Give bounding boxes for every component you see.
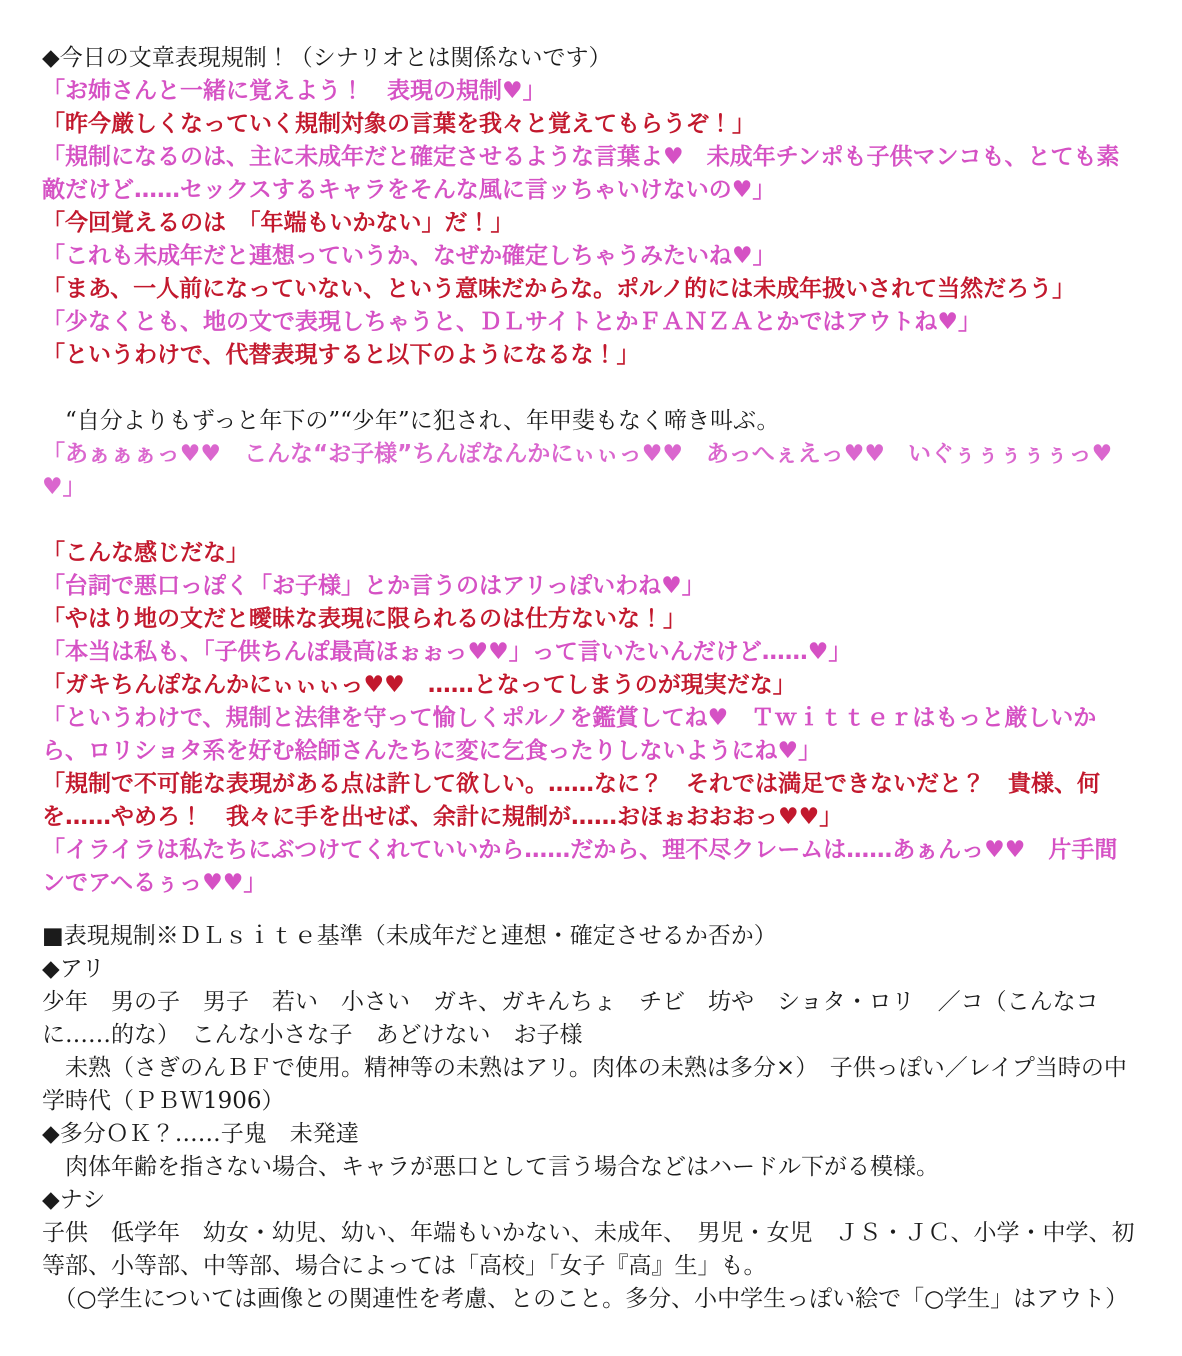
paragraph-line — [42, 504, 1138, 537]
paragraph-line: 少年 男の子 男子 若い 小さい ガキ、ガキんちょ チビ 坊や ショタ・ロリ ／コ（こんなコに……的な） こんな小さな子 あどけない お子様 — [42, 989, 1099, 1048]
paragraph-line: 未熟（さぎのんＢＦで使用。精神等の未熟はアリ。肉体の未熟は多分×） 子供っぽい／レイプ当時の中学時代（ＰＢＷ1906） — [42, 1055, 1127, 1114]
paragraph-line: 肉体年齢を指さない場合、キャラが悪口として言う場合などはハードル下がる模様。 — [42, 1154, 939, 1180]
paragraph-line — [42, 372, 1138, 405]
paragraph-line: ◆多分ＯＫ？……子鬼 未発達 — [42, 1121, 359, 1147]
paragraph-line: ◆今日の文章表現規制！（シナリオとは関係ないです） — [42, 45, 612, 71]
paragraph-line: 「台詞で悪口っぽく「お子様」とか言うのはアリっぽいわね♥」 — [42, 573, 705, 599]
paragraph-line: 「ガキちんぽなんかにぃぃぃっ♥♥ ……となってしまうのが現実だな」 — [42, 672, 796, 698]
paragraph-line: 「まあ、一人前になっていない、という意味だからな。ポルノ的には未成年扱いされて当然だろう」 — [42, 276, 1076, 302]
paragraph-line: （○学生については画像との関連性を考慮、とのこと。多分、小中学生っぽい絵で「○学生」はアウト） — [42, 1286, 1129, 1312]
paragraph-line: “自分よりもずっと年下の”“少年”に犯され、年甲斐もなく啼き叫ぶ。 — [42, 408, 780, 434]
paragraph-line: ◆ナシ — [42, 1187, 106, 1213]
paragraph-line: 「規制で不可能な表現がある点は許して欲しい。……なに？ それでは満足できないだと？ 貴様、何を……やめろ！ 我々に手を出せば、余計に規制が……おほぉおおおっ♥♥」 — [42, 771, 1100, 830]
paragraph-line: 「本当は私も、「子供ちんぽ最高ほぉぉっ♥♥」って言いたいんだけど……♥」 — [42, 639, 852, 665]
paragraph-line: 「これも未成年だと連想っていうか、なぜか確定しちゃうみたいね♥」 — [42, 243, 776, 269]
paragraph-line: 「こんな感じだな」 — [42, 540, 249, 566]
paragraph-line: 「やはり地の文だと曖昧な表現に限られるのは仕方ないな！」 — [42, 606, 686, 632]
paragraph-line: 「昨今厳しくなっていく規制対象の言葉を我々と覚えてもらうぞ！」 — [42, 111, 755, 137]
paragraph-line: 「あぁぁぁっ♥♥ こんな“お子様”ちんぽなんかにぃぃっ♥♥ あっへぇえっ♥♥ いぐぅぅぅぅぅっ♥♥」 — [42, 441, 1113, 500]
paragraph-line: ◆アリ — [42, 956, 105, 982]
paragraph-line — [42, 900, 1138, 920]
text-flow — [42, 42, 1138, 1316]
paragraph-line: 子供 低学年 幼女・幼児、幼い、年端もいかない、未成年、 男児・女児 ＪＳ・ＪＣ、小学・中学、初等部、小等部、中等部、場合によっては「高校」「女子『高』生」も。 — [42, 1220, 1135, 1279]
paragraph-line: 「イライラは私たちにぶつけてくれていいから……だから、理不尽クレームは……あぁんっ♥♥ 片手間ンでアヘるぅっ♥♥」 — [42, 837, 1118, 896]
paragraph-line: 「お姉さんと一緒に覚えよう！ 表現の規制♥」 — [42, 78, 546, 104]
paragraph-line: 「少なくとも、地の文で表現しちゃうと、ＤＬサイトとかＦＡＮＺＡとかではアウトね♥」 — [42, 309, 982, 335]
paragraph-line: ■表現規制※ＤＬｓｉｔｅ基準（未成年だと連想・確定させるか否か） — [42, 923, 777, 949]
paragraph-line: 「今回覚えるのは 「年端もいかない」だ！」 — [42, 210, 514, 236]
paragraph-line: 「というわけで、規制と法律を守って愉しくポルノを鑑賞してね♥ Ｔｗｉｔｔｅｒはもっと厳しいから、ロリショタ系を好む絵師さんたちに変に乞食ったりしないようにね♥」 — [42, 705, 1097, 764]
paragraph-line: 「規制になるのは、主に未成年だと確定させるような言葉よ♥ 未成年チンポも子供マンコも、とても素敵だけど……セックスするキャラをそんな風に言ッちゃいけないの♥」 — [42, 144, 1120, 203]
paragraph-line: 「というわけで、代替表現すると以下のようになるな！」 — [42, 342, 640, 368]
